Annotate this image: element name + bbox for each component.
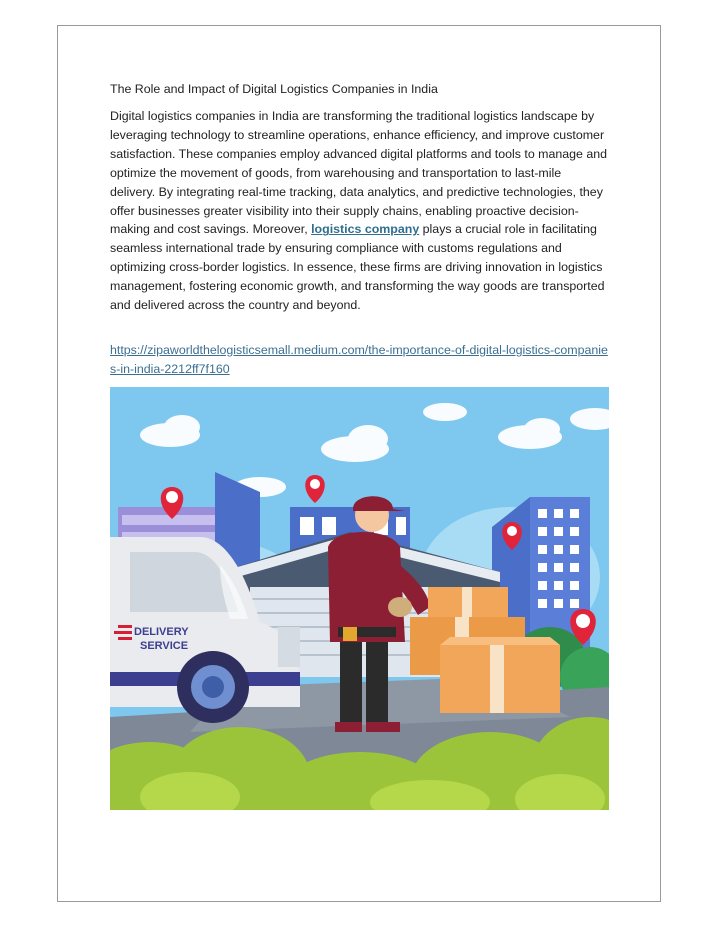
van-text-delivery: DELIVERY	[134, 626, 189, 638]
van-text-service: SERVICE	[140, 640, 189, 652]
paragraph-text-end: plays a crucial role in facilitating seamless international trade by ensuring compliance with customs regulations and optimizing cross-border logistics. In essence, these firms are driving innovation in logistics management, fostering economic growth, and transforming the way goods are transported and delivered across the country and beyond.	[110, 222, 605, 313]
source-url-link[interactable]: https://zipaworldthelogisticsemall.medium.com/the-importance-of-digital-logistics-companies-in-india-2212ff7f160	[110, 343, 608, 376]
delivery-illustration	[110, 387, 609, 810]
logistics-company-link[interactable]: logistics company	[311, 222, 420, 237]
body-paragraph	[110, 107, 608, 315]
document-page	[57, 25, 661, 902]
page-title: The Role and Impact of Digital Logistics Companies in India	[110, 82, 438, 96]
paragraph-text-start: Digital logistics companies in India are transforming the traditional logistics landscape by leveraging technology to streamline operations, enhance efficiency, and improve customer satisfaction. These companies employ advanced digital platforms and tools to manage and optimize the movement of goods, from warehousing and transportation to last-mile delivery. By integrating real-time tracking, data analytics, and predictive technologies, they offer businesses greater visibility into their supply chains, enabling proactive decision-making and cost savings. Moreover,	[110, 109, 608, 237]
